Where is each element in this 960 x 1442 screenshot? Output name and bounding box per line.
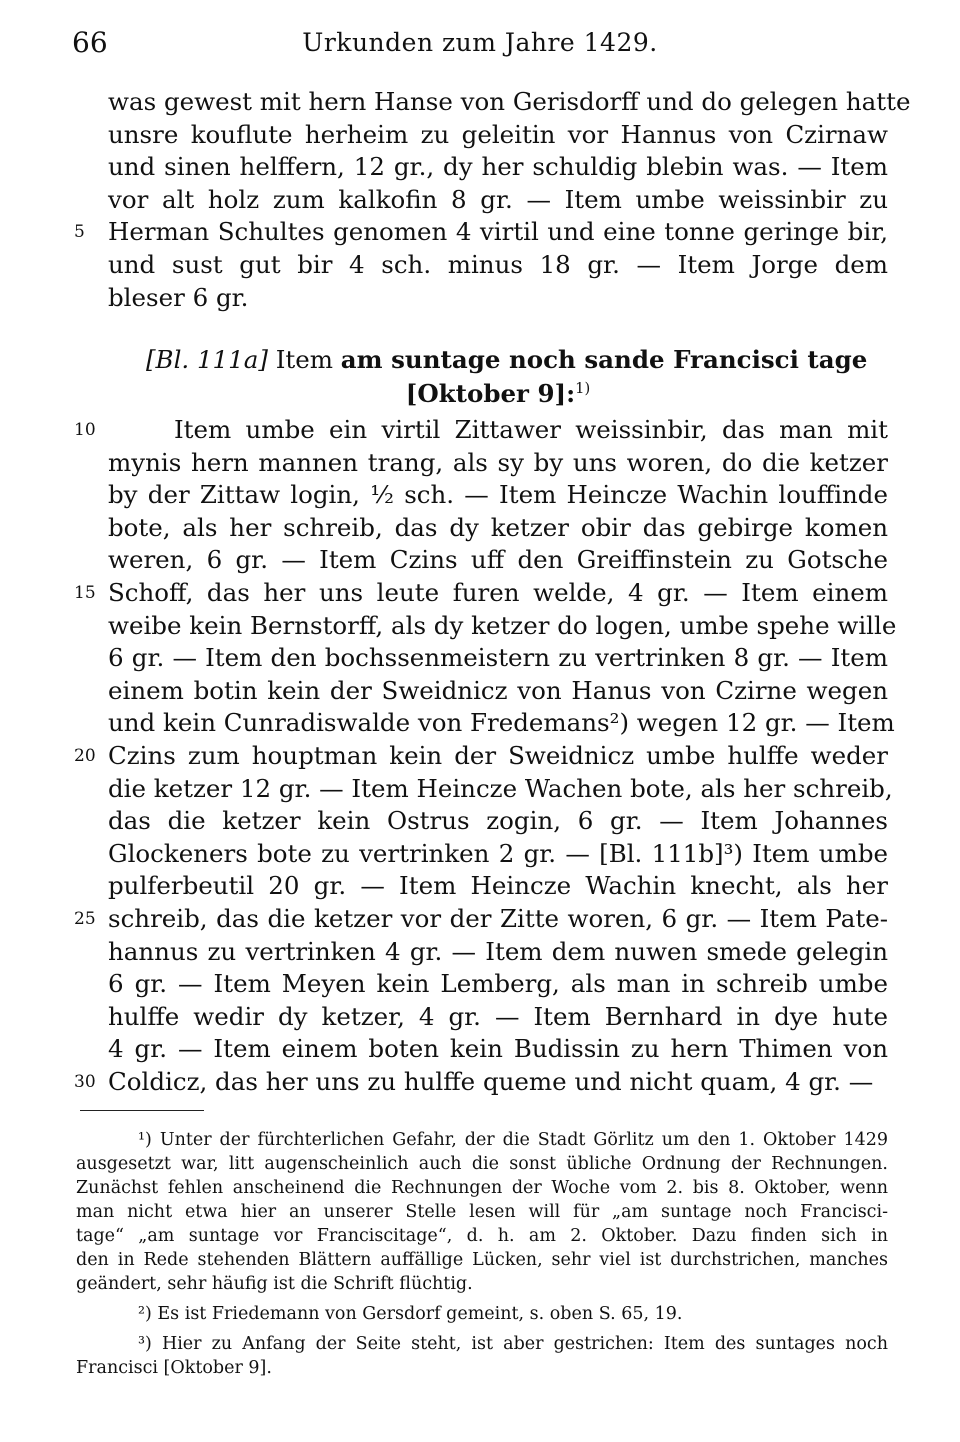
text-line: hannus zu vertrinken 4 gr. — Item dem nuwen smede gelegin [108, 936, 888, 966]
section-heading [108, 343, 888, 411]
heading-title: am suntage noch sande Francisci tage [340, 345, 868, 374]
text-line: bote, als her schreib, das dy ketzer obir das gebirge komen [108, 512, 888, 542]
text-line: Coldicz, das her uns zu hulffe queme und nicht quam, 4 gr. — [108, 1066, 874, 1096]
text-line: Herman Schultes genomen 4 virtil und eine tonne geringe bir, [108, 217, 888, 247]
footnote-line: Francisci [Oktober 9]. [76, 1358, 272, 1378]
text-line: Schoff, das her uns leute furen welde, 4 gr. — Item einem [108, 577, 888, 607]
text-line: weren, 6 gr. — Item Czins uff den Greiffinstein zu Gotsche [108, 545, 888, 575]
text-line: pulferbeutil 20 gr. — Item Heincze Wachin knecht, als her [108, 871, 888, 901]
text-line: Item umbe ein virtil Zittawer weissinbir, das man mit [174, 415, 888, 444]
text-line: Glockeners bote zu vertrinken 2 gr. — [Bl. 111b]³) Item umbe [108, 838, 888, 868]
text-line: vor alt holz zum kalkofin 8 gr. — Item umbe weissinbir zu [108, 184, 888, 214]
text-line: und sinen helffern, 12 gr., dy her schuldig blebin was. — Item [108, 152, 888, 182]
text-line: mynis hern mannen trang, als sy by uns woren, do die ketzer [108, 447, 888, 477]
footnote-line: ausgesetzt war, litt augenscheinlich auch die sonst übliche Ordnung der Rechnungen. [76, 1154, 888, 1174]
footnote-line: man nicht etwa hier an unserer Stelle lesen will für „am suntage noch Francisci- [76, 1202, 888, 1222]
paragraph-2 [108, 414, 897, 1098]
heading-date: [Oktober 9]: [405, 379, 576, 408]
text-line: einem botin kein der Sweidnicz von Hanus von Czirne wegen [108, 675, 888, 705]
text-line: 4 gr. — Item einem boten kein Budissin zu hern Thimen von [108, 1034, 888, 1064]
footnote-line: ³) Hier zu Anfang der Seite steht, ist aber gestrichen: Item des suntages noch [138, 1334, 888, 1354]
text-line: weibe kein Bernstorff, als dy ketzer do logen, umbe spehe wille [108, 610, 897, 640]
line-number: 5 [74, 222, 85, 242]
text-line: hulffe wedir dy ketzer, 4 gr. — Item Bernhard in dye hute [108, 1001, 888, 1031]
footnote-line: geändert, sehr häufig ist die Schrift flüchtig. [76, 1274, 473, 1294]
footnote-rule [80, 1110, 204, 1111]
text-line: 6 gr. — Item Meyen kein Lemberg, als man in schreib umbe [108, 969, 888, 999]
text-line: die ketzer 12 gr. — Item Heincze Wachen bote, als her schreib, [108, 773, 893, 803]
line-number: 10 [74, 420, 96, 440]
footnote-line: tage“ „am suntage vor Franciscitage“, d. h. am 2. Oktober. Dazu finden sich in [76, 1226, 888, 1246]
folio-reference: [Bl. 111a] [146, 345, 268, 374]
text-line: unsre kouflute herheim zu geleitin vor Hannus von Czirnaw [108, 119, 888, 149]
footnotes [76, 1128, 888, 1380]
line-number: 15 [74, 583, 96, 603]
page-number: 66 [72, 26, 108, 59]
footnote-ref: 1) [575, 379, 591, 397]
heading-item: Item [275, 345, 333, 374]
text-line: das die ketzer kein Ostrus zogin, 6 gr. — Item Johannes [108, 806, 888, 836]
line-number: 25 [74, 909, 96, 929]
paragraph-1 [108, 86, 911, 314]
footnote-line: ²) Es ist Friedemann von Gersdorf gemeint, s. oben S. 65, 19. [138, 1304, 683, 1324]
line-number: 30 [74, 1072, 96, 1092]
text-line: 6 gr. — Item den bochssenmeistern zu vertrinken 8 gr. — Item [108, 643, 888, 673]
text-line: Czins zum houptman kein der Sweidnicz umbe hulffe weder [108, 740, 888, 770]
text-line: und kein Cunradiswalde von Fredemans²) wegen 12 gr. — Item [108, 708, 895, 738]
footnote-line: Zunächst fehlen anscheinend die Rechnungen der Woche vom 2. bis 8. Oktober, wenn [76, 1178, 888, 1198]
line-number: 20 [74, 746, 96, 766]
footnote-line: den in Rede stehenden Blättern auffällige Lücken, sehr viel ist durchstrichen, manches [76, 1250, 888, 1270]
text-line: schreib, das die ketzer vor der Zitte woren, 6 gr. — Item Pate- [108, 903, 888, 933]
text-line: was gewest mit hern Hanse von Gerisdorff und do gelegen hatte [108, 87, 911, 116]
text-line: by der Zittaw login, ½ sch. — Item Heincze Wachin louffinde [108, 480, 888, 510]
running-head: Urkunden zum Jahre 1429. [302, 28, 658, 57]
text-line: bleser 6 gr. [108, 282, 249, 312]
text-line: und sust gut bir 4 sch. minus 18 gr. — Item Jorge dem [108, 249, 888, 279]
footnote-line: ¹) Unter der fürchterlichen Gefahr, der die Stadt Görlitz um den 1. Oktober 1429 [138, 1130, 888, 1150]
